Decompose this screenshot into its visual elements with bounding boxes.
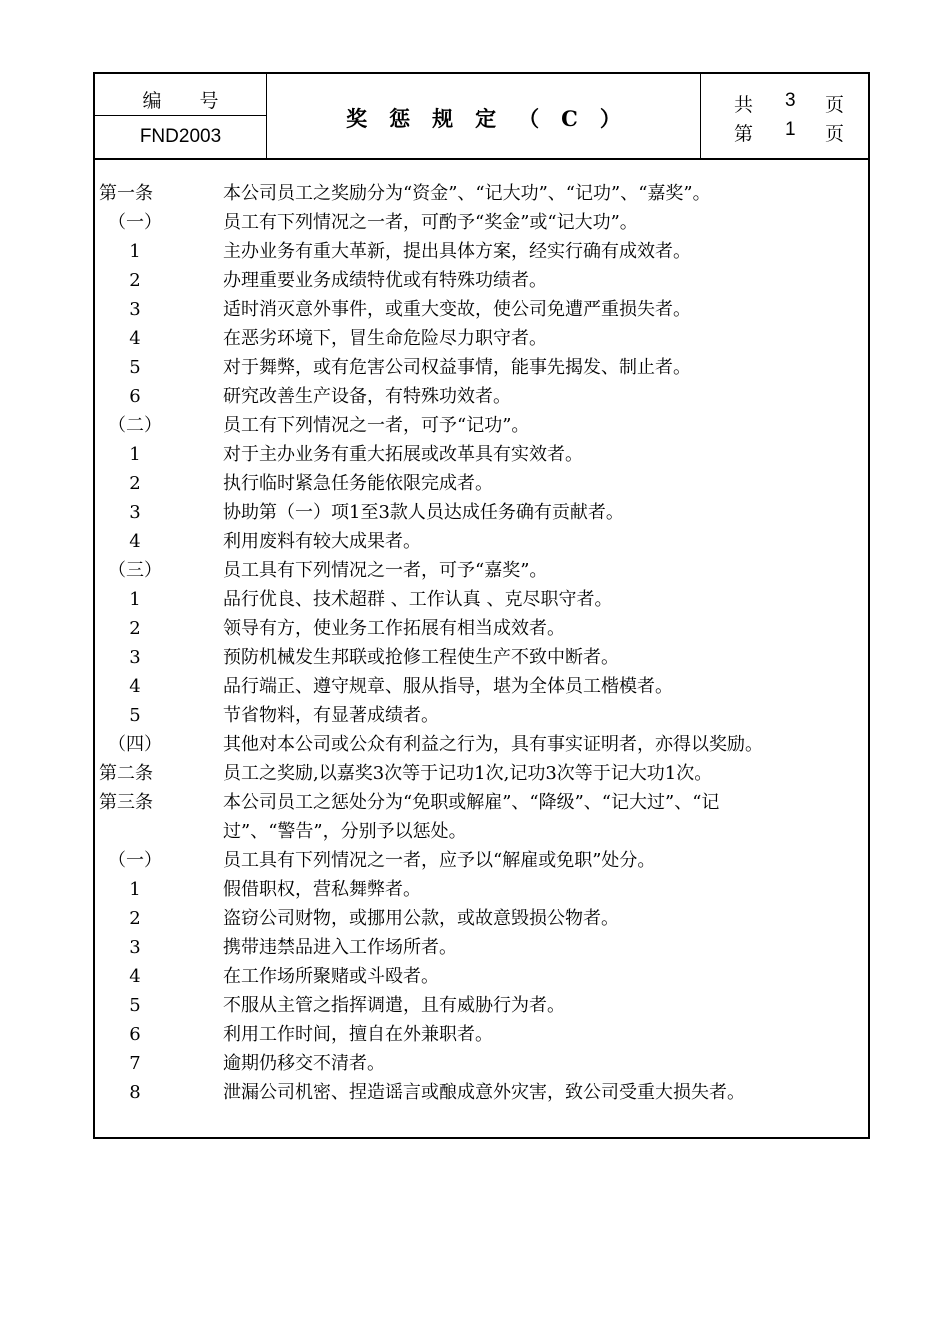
clause-label: 5 [129,705,141,726]
clause-text: 过”、“警告”，分别予以惩处。 [223,821,467,842]
clause-line [95,237,868,266]
code-label: 编号 [142,90,257,112]
clause-label: 4 [129,676,141,697]
clause-label: 3 [129,299,141,320]
clause-line [95,614,868,643]
clause-text: 在工作场所聚赌或斗殴者。 [223,966,439,987]
clause-text: 员工之奖励,以嘉奖3次等于记功1次,记功3次等于记大功1次。 [223,763,713,784]
clause-label: （一） [108,850,162,871]
clause-line [95,759,868,788]
page-total: 3 [785,90,796,111]
page-current: 1 [785,119,796,140]
document-frame [93,72,870,1139]
page-total-row [701,90,868,116]
clause-text: 执行临时紧急任务能依限完成者。 [223,473,493,494]
clause-text: 品行优良、技术超群 、工作认真 、克尽职守者。 [223,589,613,610]
clause-label: （一） [108,212,162,233]
clause-label: （二） [108,415,162,436]
page-current-prefix: 第 [734,123,754,145]
clause-line [95,179,868,208]
code-divider [95,115,266,116]
clause-label: 6 [129,386,141,407]
clause-label: 3 [129,937,141,958]
clause-text: 假借职权，营私舞弊者。 [223,879,421,900]
clause-line [95,1078,868,1107]
clause-text: 对于主办业务有重大拓展或改革具有实效者。 [223,444,583,465]
page-current-row [701,119,868,145]
clause-label: 2 [129,618,141,639]
clause-label: 第三条 [99,792,153,813]
clause-line [95,701,868,730]
clause-text: 品行端正、遵守规章、服从指导，堪为全体员工楷模者。 [223,676,673,697]
page-current-suffix: 页 [825,123,845,145]
code-value: FND2003 [139,126,222,147]
clause-text: 研究改善生产设备，有特殊功效者。 [223,386,511,407]
clause-label: 7 [129,1053,141,1074]
page-total-prefix: 共 [734,94,754,116]
clause-label: 8 [129,1082,141,1103]
clause-line [95,991,868,1020]
clause-text: 不服从主管之指挥调遣，且有威胁行为者。 [223,995,565,1016]
document-body [95,179,868,1107]
clause-line [95,440,868,469]
clause-line [95,846,868,875]
clause-line [95,295,868,324]
clause-line [95,324,868,353]
clause-label: 2 [129,473,141,494]
clause-text: 适时消灭意外事件，或重大变故，使公司免遭严重损失者。 [223,299,691,320]
clause-text: 在恶劣环境下，冒生命危险尽力职守者。 [223,328,547,349]
clause-label: 5 [129,357,141,378]
clause-line [95,527,868,556]
clause-text: 本公司员工之惩处分为“免职或解雇”、“降级”、“记大过”、“记 [223,792,720,813]
page-info-cell [701,74,868,158]
clause-label: 5 [129,995,141,1016]
clause-line [95,730,868,759]
clause-text: 携带违禁品进入工作场所者。 [223,937,457,958]
clause-line [95,556,868,585]
clause-label: 1 [129,589,141,610]
clause-text: 员工具有下列情况之一者，应予以“解雇或免职”处分。 [223,850,656,871]
clause-text: 员工具有下列情况之一者，可予“嘉奖”。 [223,560,548,581]
clause-label: 4 [129,966,141,987]
clause-label: 3 [129,647,141,668]
clause-text: 利用废料有较大成果者。 [223,531,421,552]
clause-line [95,933,868,962]
clause-line [95,353,868,382]
clause-label: 2 [129,908,141,929]
clause-text: 办理重要业务成绩特优或有特殊功绩者。 [223,270,547,291]
clause-text: 员工有下列情况之一者，可酌予“奖金”或“记大功”。 [223,212,638,233]
clause-label: 第一条 [99,183,153,204]
clause-label: （四） [108,734,162,755]
clause-line [95,469,868,498]
clause-text: 预防机械发生邦联或抢修工程使生产不致中断者。 [223,647,619,668]
clause-label: 4 [129,328,141,349]
clause-text: 利用工作时间，擅自在外兼职者。 [223,1024,493,1045]
clause-text: 协助第（一）项1至3款人员达成任务确有贡献者。 [223,502,624,523]
clause-text: 盗窃公司财物，或挪用公款，或故意毁损公物者。 [223,908,619,929]
clause-text: 其他对本公司或公众有利益之行为，具有事实证明者，亦得以奖励。 [223,734,763,755]
clause-text: 节省物料，有显著成绩者。 [223,705,439,726]
clause-label: 2 [129,270,141,291]
clause-line [95,962,868,991]
clause-text: 员工有下列情况之一者，可予“记功”。 [223,415,530,436]
page-total-suffix: 页 [825,94,845,116]
title-cell [267,74,701,158]
clause-text: 泄漏公司机密、捏造谣言或酿成意外灾害，致公司受重大损失者。 [223,1082,745,1103]
clause-line [95,788,868,817]
clause-text: 本公司员工之奖励分为“资金”、“记大功”、“记功”、“嘉奖”。 [223,183,711,204]
clause-label: 4 [129,531,141,552]
clause-line [95,498,868,527]
clause-line [95,411,868,440]
clause-line [95,266,868,295]
clause-line [95,1020,868,1049]
clause-text: 领导有方，使业务工作拓展有相当成效者。 [223,618,565,639]
clause-label: 3 [129,502,141,523]
clause-line [95,817,868,846]
clause-label: 1 [129,444,141,465]
clause-label: 1 [129,879,141,900]
clause-line [95,208,868,237]
clause-text: 逾期仍移交不清者。 [223,1053,385,1074]
clause-text: 对于舞弊，或有危害公司权益事情，能事先揭发、制止者。 [223,357,691,378]
clause-line [95,904,868,933]
clause-label: 第二条 [99,763,153,784]
clause-line [95,672,868,701]
code-cell [95,74,267,158]
clause-line [95,1049,868,1078]
clause-text: 主办业务有重大革新，提出具体方案，经实行确有成效者。 [223,241,691,262]
document-title: 奖惩规定（C） [346,106,643,131]
clause-line [95,643,868,672]
document-header [95,74,868,160]
clause-label: 6 [129,1024,141,1045]
clause-label: （三） [108,560,162,581]
clause-line [95,585,868,614]
clause-label: 1 [129,241,141,262]
clause-line [95,382,868,411]
clause-line [95,875,868,904]
